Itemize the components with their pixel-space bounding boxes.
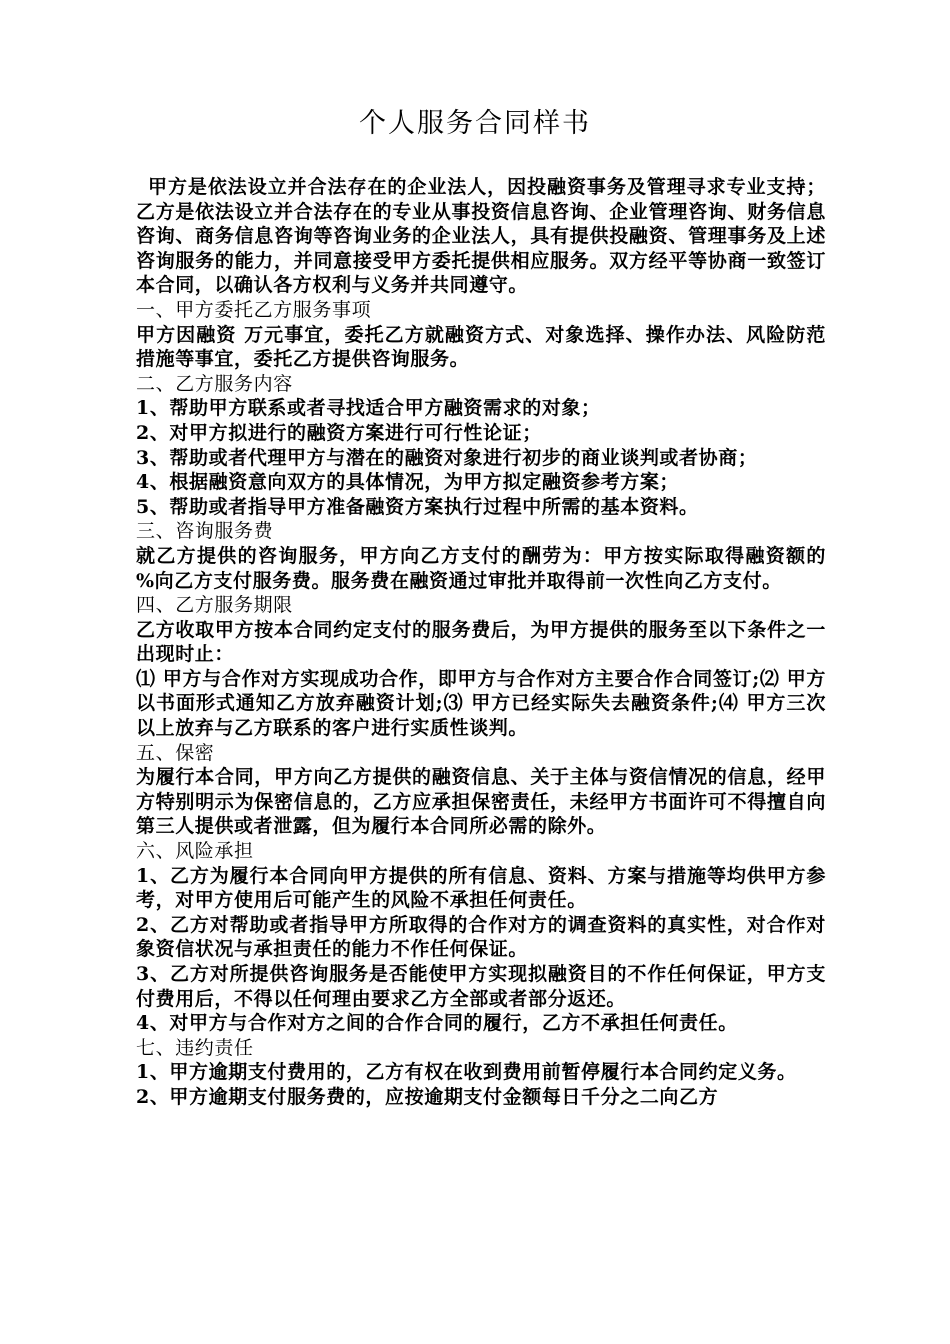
clause-paragraph: 5、帮助或者指导甲方准备融资方案执行过程中所需的基本资料。 — [136, 495, 699, 518]
document-body — [136, 175, 826, 1110]
section-heading: 三、咨询服务费 — [136, 520, 274, 543]
clause-paragraph: 就乙方提供的咨询服务，甲方向乙方支付的酬劳为：甲方按实际取得融资额的 %向乙方支付服务费。服务费在融资通过审批并取得前一次性向乙方支付。 — [136, 544, 826, 592]
section-heading: 四、乙方服务期限 — [136, 594, 293, 617]
intro-paragraph: 甲方是依法设立并合法存在的企业法人，因投融资事务及管理寻求专业支持；乙方是依法设立并合法存在的专业从事投资信息咨询、企业管理咨询、财务信息咨询、商务信息咨询等咨询业务的企业法人，具有提供投融资、管理事务及上述咨询服务的能力，并同意接受甲方委托提供相应服务。双方经平等协商一致签订本合同，以确认各方权利与义务并共同遵守。 — [136, 176, 826, 297]
clause-paragraph: 2、甲方逾期支付服务费的，应按逾期支付金额每日千分之二向乙方 — [136, 1085, 719, 1108]
section-heading: 五、保密 — [136, 741, 215, 764]
clause-paragraph: 1、乙方为履行本合同向甲方提供的所有信息、资料、方案与措施等均供甲方参考，对甲方使用后可能产生的风险不承担任何责任。 — [136, 864, 826, 912]
clause-paragraph: 4、根据融资意向双方的具体情况，为甲方拟定融资参考方案； — [136, 471, 680, 494]
clause-paragraph: 1、甲方逾期支付费用的，乙方有权在收到费用前暂停履行本合同约定义务。 — [136, 1061, 797, 1084]
clause-paragraph: 3、帮助或者代理甲方与潜在的融资对象进行初步的商业谈判或者协商； — [136, 446, 758, 469]
section-heading: 七、违约责任 — [136, 1036, 254, 1059]
clause-paragraph: 2、乙方对帮助或者指导甲方所取得的合作对方的调查资料的真实性，对合作对象资信状况与承担责任的能力不作任何保证。 — [136, 913, 826, 961]
section-heading: 六、风险承担 — [136, 840, 254, 863]
document-title: 个人服务合同样书 — [359, 108, 591, 139]
clause-paragraph: 乙方收取甲方按本合同约定支付的服务费后，为甲方提供的服务至以下条件之一出现时止： — [136, 618, 826, 666]
clause-paragraph: 甲方因融资 万元事宜，委托乙方就融资方式、对象选择、操作办法、风险防范措施等事宜，委托乙方提供咨询服务。 — [136, 323, 826, 371]
clause-paragraph: 3、乙方对所提供咨询服务是否能使甲方实现拟融资目的不作任何保证，甲方支付费用后，不得以任何理由要求乙方全部或者部分返还。 — [136, 963, 826, 1010]
section-heading: 一、甲方委托乙方服务事项 — [136, 298, 372, 321]
clause-paragraph: ⑴ 甲方与合作对方实现成功合作，即甲方与合作对方主要合作合同签订;⑵ 甲方以书面形式通知乙方放弃融资计划;⑶ 甲方已经实际失去融资条件;⑷ 甲方三次以上放弃与乙方联系的客户进行实质性谈判。 — [136, 667, 826, 740]
clause-paragraph: 2、对甲方拟进行的融资方案进行可行性论证； — [136, 421, 542, 444]
clause-paragraph: 1、帮助甲方联系或者寻找适合甲方融资需求的对象； — [136, 397, 601, 420]
section-heading: 二、乙方服务内容 — [136, 372, 293, 395]
clause-paragraph: 为履行本合同，甲方向乙方提供的融资信息、关于主体与资信情况的信息，经甲方特别明示为保密信息的，乙方应承担保密责任，未经甲方书面许可不得擅自向第三人提供或者泄露，但为履行本合同所必需的除外。 — [136, 766, 826, 838]
clause-paragraph: 4、对甲方与合作对方之间的合作合同的履行，乙方不承担任何责任。 — [136, 1012, 738, 1035]
